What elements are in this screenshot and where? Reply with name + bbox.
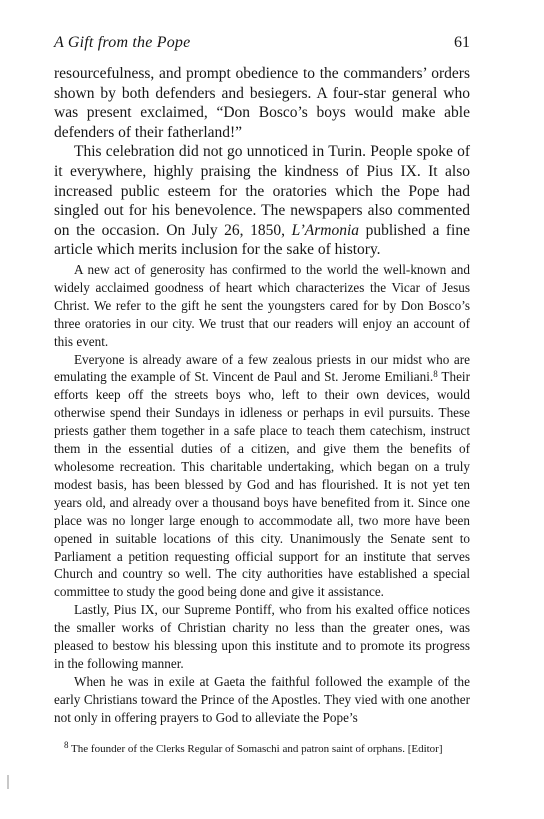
quote-paragraph <box>54 351 470 602</box>
running-head: A Gift from the Pope <box>54 34 191 51</box>
main-text <box>54 64 470 260</box>
quote-paragraph: A new act of generosity has confirmed to the world the well-known and widely acclaimed goodness of heart which characterizes the Vicar of Jesus Christ. We refer to the gift he sent the youngsters cared for by Don Bosco’s three oratories in our city. We trust that our readers will enjoy an account of this event. <box>54 262 470 349</box>
footnote-reference[interactable]: 8 <box>433 369 438 380</box>
quote-text: Their efforts keep off the streets boys who, left to their own devices, would otherwise spend their Sundays in idleness or perhaps in evil pursuits. These priests gather them together in a safe place to teach them catechism, instruct them in the essential duties of a citizen, and give them the benefits of wholesome recreation. This charitable undertaking, which began on a truly modest basis, has been blessed by God and has flourished. It is not yet ten years old, and already over a thousand boys have benefited from it. Since one place was no longer large enough to accommodate all, two more have been opened in suitable locations of this city. Unanimously the Senate sent to Parliament a petition requesting official support for an institute that serves Church and country so well. The city authorities have established a special committee to study the good being done and give it assistance. <box>54 369 470 600</box>
quote-paragraph: Lastly, Pius IX, our Supreme Pontiff, who from his exalted office notices the smaller works of Christian charity no less than the greater ones, was pleased to bestow his blessing upon this institute and to promote its progress in the following manner. <box>54 602 470 671</box>
paragraph-text: published a fine article which merits inclusion for the sake of history. <box>54 221 470 259</box>
footnote-paragraph <box>54 742 470 757</box>
paragraph-continued: resourcefulness, and prompt obedience to the commanders’ orders shown by both defenders and besiegers. A four-star general who was present exclaimed, “Don Bosco’s boys would make able defenders of their fatherland!” <box>54 65 470 141</box>
quote-text: Everyone is already aware of a few zealous priests in our midst who are emulating the example of St. Vincent de Paul and St. Jerome Emiliani. <box>54 351 470 385</box>
footnote <box>54 742 470 757</box>
quote-paragraph: When he was in exile at Gaeta the faithful followed the example of the early Christians toward the Prince of the Apostles. They vied with one another not only in offering prayers to God to alleviate the Pope’s <box>54 673 470 725</box>
footnote-text: The founder of the Clerks Regular of Somaschi and patron saint of orphans. [Editor] <box>68 743 443 755</box>
quoted-article <box>54 261 470 727</box>
scan-edge-mark <box>7 775 9 789</box>
newspaper-title: L’Armonia <box>291 221 360 239</box>
footnote-marker: 8 <box>64 740 69 750</box>
page-header <box>54 34 470 52</box>
paragraph-celebration <box>54 142 470 260</box>
paragraph-text: This celebration did not go unnoticed in Turin. People spoke of it everywhere, highly praising the kindness of Pius IX. It also increased public esteem for the oratories which the Pope had singled out for his benevolence. The newspapers also commented on the occasion. On July 26, 1850, <box>54 143 470 239</box>
page-number: 61 <box>454 34 470 51</box>
